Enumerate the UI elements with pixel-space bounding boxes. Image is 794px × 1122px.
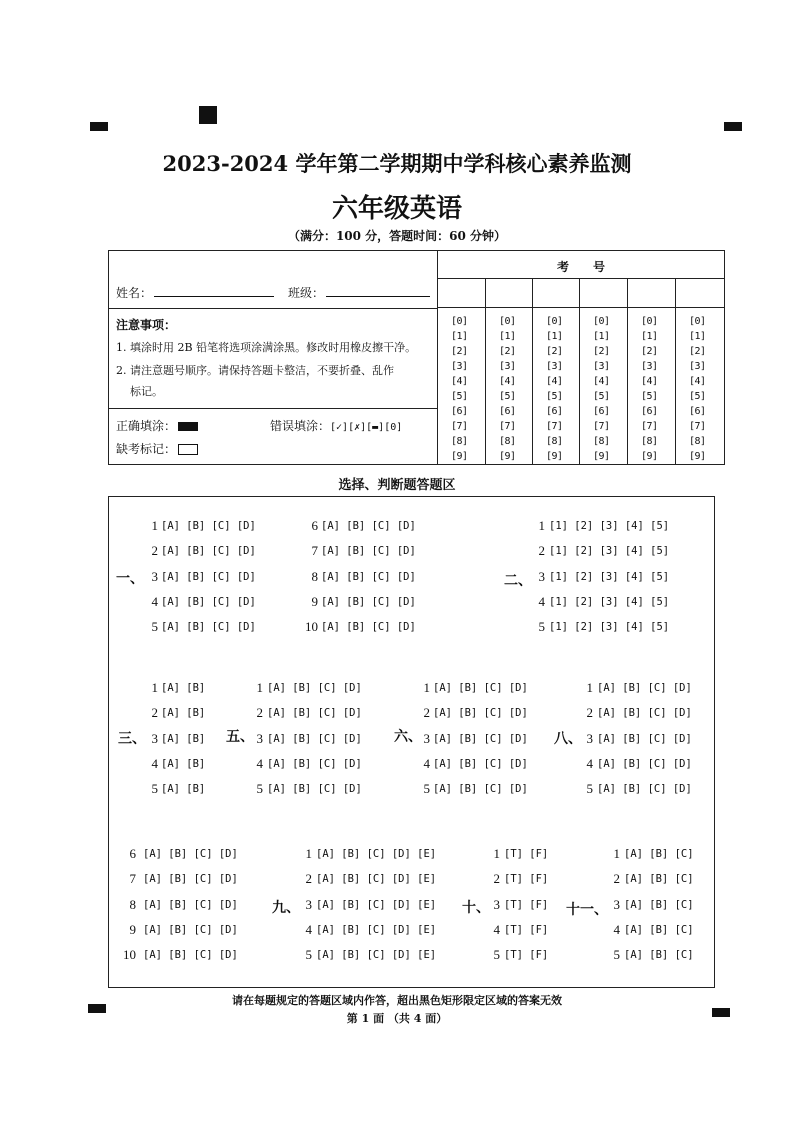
- question-number: 3: [586, 730, 593, 746]
- exam-digit-bubble[interactable]: [3]: [593, 361, 610, 372]
- question-number: 5: [493, 947, 500, 963]
- exam-digit-bubble[interactable]: [0]: [546, 316, 563, 327]
- answer-bubble-row[interactable]: [A] [B] [C] [D]: [433, 732, 528, 745]
- exam-digit-bubble[interactable]: [4]: [641, 376, 658, 387]
- exam-digit-bubble[interactable]: [8]: [641, 436, 658, 447]
- exam-digit-bubble[interactable]: [9]: [451, 451, 468, 462]
- answer-bubble-row[interactable]: [A] [B]: [161, 732, 206, 745]
- exam-digit-bubble[interactable]: [9]: [689, 451, 706, 462]
- exam-digit-bubble[interactable]: [3]: [689, 361, 706, 372]
- answer-bubble-row[interactable]: [A] [B] [C]: [624, 873, 694, 886]
- answer-bubble-row[interactable]: [A] [B] [C] [D]: [143, 949, 238, 962]
- exam-digit-bubble[interactable]: [3]: [499, 361, 516, 372]
- exam-digit-bubble[interactable]: [4]: [451, 376, 468, 387]
- answer-bubble-row[interactable]: [A] [B] [C] [D]: [321, 545, 416, 558]
- exam-meta: （满分：100 分，答题时间：60 分钟）: [287, 229, 507, 243]
- exam-digit-bubble[interactable]: [7]: [593, 421, 610, 432]
- section-label: 十一、: [566, 902, 608, 918]
- exam-digit-bubble[interactable]: [5]: [546, 391, 563, 402]
- exam-digit-bubble[interactable]: [2]: [593, 346, 610, 357]
- exam-digit-bubble[interactable]: [9]: [499, 451, 516, 462]
- answer-bubble-row[interactable]: [A] [B] [C] [D]: [267, 707, 362, 720]
- exam-no-column-divider: [532, 278, 533, 465]
- answer-bubble-row[interactable]: [A] [B] [C] [D]: [161, 520, 256, 532]
- answer-bubble-row[interactable]: [A] [B]: [161, 682, 206, 694]
- answer-bubble-row[interactable]: [A] [B] [C]: [624, 923, 694, 936]
- absent-mark-box[interactable]: [178, 444, 198, 455]
- question-number: 3: [423, 730, 430, 746]
- answer-bubble-row[interactable]: [T] [F]: [504, 848, 549, 860]
- exam-digit-bubble[interactable]: [0]: [641, 316, 658, 327]
- question-number: 7: [129, 871, 136, 887]
- answer-bubble-row[interactable]: [A] [B] [C] [D]: [433, 682, 528, 694]
- question-number: 4: [538, 593, 545, 609]
- exam-no-header-line: [437, 278, 725, 279]
- section-label: 六、: [394, 729, 422, 745]
- exam-digit-bubble[interactable]: [6]: [689, 406, 706, 417]
- wrong-fill-label: 错误填涂：: [270, 419, 331, 433]
- exam-digit-bubble[interactable]: [4]: [546, 376, 563, 387]
- answer-bubble-row[interactable]: [A] [B] [C] [D]: [161, 570, 256, 583]
- answer-bubble-row[interactable]: [1] [2] [3] [4] [5]: [549, 520, 670, 532]
- question-number: 1: [151, 680, 158, 695]
- registration-mark-left: [90, 122, 108, 131]
- answer-bubble-row[interactable]: [A] [B] [C] [D]: [267, 757, 362, 770]
- question-number: 2: [493, 871, 500, 887]
- section-label: 八、: [554, 731, 582, 747]
- class-label: 班级：: [288, 286, 325, 300]
- answer-bubble-row[interactable]: [A] [B] [C] [D]: [161, 595, 256, 608]
- answer-bubble-row[interactable]: [A] [B] [C] [D]: [597, 783, 692, 796]
- answer-bubble-row[interactable]: [T] [F]: [504, 923, 549, 936]
- exam-digit-bubble[interactable]: [1]: [689, 331, 706, 342]
- wrong-fill-samples: [✓][✗][▬][0]: [330, 422, 403, 433]
- question-number: 2: [613, 871, 620, 887]
- student-info-box: [108, 250, 725, 465]
- exam-digit-bubble[interactable]: [2]: [546, 346, 563, 357]
- exam-digit-bubble[interactable]: [6]: [546, 406, 563, 417]
- exam-digit-bubble[interactable]: [7]: [689, 421, 706, 432]
- question-number: 3: [305, 896, 312, 912]
- class-input-line[interactable]: [326, 296, 430, 297]
- question-number: 1: [305, 846, 312, 861]
- question-number: 5: [538, 619, 545, 635]
- question-number: 1: [151, 518, 158, 533]
- answer-bubble-row[interactable]: [A] [B] [C] [D] [E]: [316, 923, 437, 936]
- answer-bubble-row[interactable]: [A] [B] [C] [D]: [267, 732, 362, 745]
- info-hline-2: [108, 408, 437, 409]
- exam-digit-bubble[interactable]: [0]: [689, 316, 706, 327]
- exam-digit-bubble[interactable]: [0]: [499, 316, 516, 327]
- answer-bubble-row[interactable]: [A] [B] [C] [D]: [321, 621, 416, 634]
- exam-digit-bubble[interactable]: [4]: [593, 376, 610, 387]
- question-number: 4: [493, 921, 500, 937]
- exam-no-input-line: [437, 307, 725, 308]
- question-number: 5: [151, 781, 158, 797]
- wrong-fill-legend: [270, 417, 402, 434]
- absent-label: 缺考标记：: [116, 442, 177, 456]
- page-number: 第 1 面 （共 4 面）: [346, 1012, 448, 1025]
- question-number: 6: [311, 518, 318, 533]
- question-number: 5: [586, 781, 593, 797]
- answer-bubble-row[interactable]: [A] [B] [C] [D] [E]: [316, 949, 437, 962]
- question-number: 1: [613, 846, 620, 861]
- name-label: 姓名：: [116, 286, 153, 300]
- exam-digit-bubble[interactable]: [6]: [499, 406, 516, 417]
- info-hline-1: [108, 308, 437, 309]
- answer-bubble-row[interactable]: [A] [B] [C]: [624, 949, 694, 962]
- answer-bubble-row[interactable]: [A] [B] [C] [D]: [267, 682, 362, 694]
- answer-bubble-row[interactable]: [A] [B] [C] [D]: [433, 757, 528, 770]
- answer-bubble-row[interactable]: [1] [2] [3] [4] [5]: [549, 595, 670, 608]
- correct-fill-legend: [116, 417, 198, 434]
- filled-bubble-sample: [178, 422, 198, 431]
- answer-bubble-row[interactable]: [A] [B] [C]: [624, 848, 694, 860]
- notes-heading: 注意事项：: [116, 318, 177, 332]
- notes-item-2: 2. 请注意题号顺序。请保持答题卡整洁，不要折叠、乱作: [116, 364, 394, 377]
- exam-digit-bubble[interactable]: [4]: [689, 376, 706, 387]
- answer-bubble-row[interactable]: [A] [B] [C] [D]: [267, 783, 362, 796]
- answer-bubble-row[interactable]: [T] [F]: [504, 873, 549, 886]
- answer-bubble-row[interactable]: [A] [B] [C] [D] [E]: [316, 873, 437, 886]
- exam-digit-bubble[interactable]: [1]: [641, 331, 658, 342]
- question-number: 10: [123, 947, 136, 963]
- section-label: 九、: [272, 900, 300, 916]
- exam-digit-bubble[interactable]: [2]: [689, 346, 706, 357]
- answer-bubble-row[interactable]: [A] [B] [C] [D]: [597, 707, 692, 720]
- exam-digit-bubble[interactable]: [3]: [451, 361, 468, 372]
- question-number: 8: [129, 896, 136, 912]
- question-number: 3: [151, 568, 158, 584]
- exam-no-label: 考 号: [556, 260, 605, 274]
- exam-digit-bubble[interactable]: [8]: [593, 436, 610, 447]
- footer-note: 请在每题规定的答题区域内作答，超出黑色矩形限定区域的答案无效: [232, 994, 562, 1007]
- question-number: 9: [129, 921, 136, 937]
- answer-bubble-row[interactable]: [A] [B] [C] [D]: [143, 848, 238, 860]
- answer-bubble-row[interactable]: [A] [B]: [161, 757, 206, 770]
- question-number: 3: [256, 730, 263, 746]
- exam-digit-bubble[interactable]: [2]: [641, 346, 658, 357]
- answer-bubble-row[interactable]: [A] [B] [C] [D]: [597, 757, 692, 770]
- question-number: 8: [311, 568, 318, 584]
- exam-no-column-divider: [627, 278, 628, 465]
- exam-no-column-divider: [675, 278, 676, 465]
- exam-digit-bubble[interactable]: [9]: [546, 451, 563, 462]
- answer-bubble-row[interactable]: [A] [B] [C] [D] [E]: [316, 898, 437, 911]
- registration-mark-right: [724, 122, 742, 131]
- question-number: 4: [151, 755, 158, 771]
- question-number: 3: [538, 568, 545, 584]
- exam-digit-bubble[interactable]: [8]: [689, 436, 706, 447]
- answer-bubble-row[interactable]: [A] [B] [C] [D]: [433, 707, 528, 720]
- section-label: 一、: [116, 571, 144, 587]
- question-number: 1: [256, 680, 263, 695]
- question-number: 4: [256, 755, 263, 771]
- question-number: 5: [305, 947, 312, 963]
- exam-digit-bubble[interactable]: [6]: [451, 406, 468, 417]
- exam-digit-bubble[interactable]: [3]: [546, 361, 563, 372]
- answer-bubble-row[interactable]: [1] [2] [3] [4] [5]: [549, 545, 670, 558]
- question-number: 7: [311, 543, 318, 559]
- answer-bubble-row[interactable]: [A] [B] [C] [D]: [143, 923, 238, 936]
- question-number: 4: [613, 921, 620, 937]
- answer-bubble-row[interactable]: [A] [B] [C] [D]: [321, 570, 416, 583]
- answer-bubble-row[interactable]: [A] [B] [C] [D]: [143, 898, 238, 911]
- answer-bubble-row[interactable]: [1] [2] [3] [4] [5]: [549, 621, 670, 634]
- answer-bubble-row[interactable]: [A] [B] [C] [D]: [433, 783, 528, 796]
- answer-bubble-row[interactable]: [A] [B] [C] [D]: [161, 545, 256, 558]
- question-number: 2: [305, 871, 312, 887]
- question-number: 5: [423, 781, 430, 797]
- question-number: 10: [305, 619, 318, 635]
- question-number: 2: [151, 543, 158, 559]
- question-number: 1: [493, 846, 500, 861]
- exam-digit-bubble[interactable]: [4]: [499, 376, 516, 387]
- exam-digit-bubble[interactable]: [9]: [641, 451, 658, 462]
- question-number: 1: [538, 518, 545, 533]
- exam-digit-bubble[interactable]: [5]: [593, 391, 610, 402]
- exam-no-column-divider: [579, 278, 580, 465]
- exam-digit-bubble[interactable]: [1]: [593, 331, 610, 342]
- answer-bubble-row[interactable]: [A] [B] [C] [D]: [321, 595, 416, 608]
- answer-bubble-row[interactable]: [A] [B]: [161, 707, 206, 720]
- exam-digit-bubble[interactable]: [2]: [451, 346, 468, 357]
- question-number: 2: [256, 705, 263, 721]
- answer-bubble-row[interactable]: [A] [B] [C] [D]: [161, 621, 256, 634]
- answer-area-heading: 选择、判断题答题区: [338, 478, 456, 493]
- question-number: 3: [493, 896, 500, 912]
- exam-digit-bubble[interactable]: [6]: [593, 406, 610, 417]
- question-number: 2: [586, 705, 593, 721]
- exam-digit-bubble[interactable]: [5]: [499, 391, 516, 402]
- question-number: 1: [586, 680, 593, 695]
- registration-mark-top: [199, 106, 217, 124]
- absent-legend: [116, 440, 198, 457]
- section-label: 五、: [226, 729, 254, 745]
- notes-item-2-cont: 标记。: [130, 385, 163, 398]
- question-number: 2: [423, 705, 430, 721]
- answer-bubble-row[interactable]: [A] [B] [C] [D]: [143, 873, 238, 886]
- answer-bubble-row[interactable]: [A] [B] [C] [D] [E]: [316, 848, 437, 860]
- exam-digit-bubble[interactable]: [0]: [451, 316, 468, 327]
- answer-bubble-row[interactable]: [A] [B] [C] [D]: [597, 732, 692, 745]
- answer-bubble-row[interactable]: [A] [B] [C] [D]: [321, 520, 416, 532]
- question-number: 5: [151, 619, 158, 635]
- question-number: 9: [311, 593, 318, 609]
- correct-fill-label: 正确填涂：: [116, 419, 177, 433]
- exam-digit-bubble[interactable]: [6]: [641, 406, 658, 417]
- exam-digit-bubble[interactable]: [5]: [451, 391, 468, 402]
- exam-digit-bubble[interactable]: [0]: [593, 316, 610, 327]
- exam-digit-bubble[interactable]: [9]: [593, 451, 610, 462]
- question-number: 4: [586, 755, 593, 771]
- exam-digit-bubble[interactable]: [8]: [451, 436, 468, 447]
- exam-digit-bubble[interactable]: [5]: [641, 391, 658, 402]
- question-number: 3: [151, 730, 158, 746]
- answer-bubble-row[interactable]: [A] [B] [C] [D]: [597, 682, 692, 694]
- answer-bubble-row[interactable]: [A] [B]: [161, 783, 206, 796]
- exam-digit-bubble[interactable]: [7]: [499, 421, 516, 432]
- answer-bubble-row[interactable]: [1] [2] [3] [4] [5]: [549, 570, 670, 583]
- answer-bubble-row[interactable]: [T] [F]: [504, 898, 549, 911]
- exam-digit-bubble[interactable]: [8]: [546, 436, 563, 447]
- question-number: 2: [151, 705, 158, 721]
- notes-item-1: 1. 填涂时用 2B 铅笔将选项涂满涂黑。修改时用橡皮擦干净。: [116, 341, 417, 354]
- question-number: 2: [538, 543, 545, 559]
- exam-digit-bubble[interactable]: [3]: [641, 361, 658, 372]
- question-number: 4: [151, 593, 158, 609]
- exam-digit-bubble[interactable]: [2]: [499, 346, 516, 357]
- question-number: 5: [613, 947, 620, 963]
- exam-digit-bubble[interactable]: [8]: [499, 436, 516, 447]
- exam-digit-bubble[interactable]: [1]: [451, 331, 468, 342]
- section-label: 三、: [118, 731, 146, 747]
- exam-digit-bubble[interactable]: [7]: [451, 421, 468, 432]
- question-number: 3: [613, 896, 620, 912]
- exam-title: 2023-2024 学年第二学期期中学科核心素养监测: [162, 151, 632, 176]
- exam-digit-bubble[interactable]: [5]: [689, 391, 706, 402]
- question-number: 4: [423, 755, 430, 771]
- info-divider: [437, 250, 438, 465]
- exam-digit-bubble[interactable]: [1]: [546, 331, 563, 342]
- exam-no-column-divider: [485, 278, 486, 465]
- section-label: 十、: [462, 900, 490, 916]
- exam-digit-bubble[interactable]: [7]: [546, 421, 563, 432]
- question-number: 6: [129, 846, 136, 861]
- exam-digit-bubble[interactable]: [1]: [499, 331, 516, 342]
- subject-title: 六年级英语: [331, 194, 462, 224]
- exam-digit-bubble[interactable]: [7]: [641, 421, 658, 432]
- question-number: 5: [256, 781, 263, 797]
- answer-bubble-row[interactable]: [T] [F]: [504, 949, 549, 962]
- answer-bubble-row[interactable]: [A] [B] [C]: [624, 898, 694, 911]
- name-input-line[interactable]: [154, 296, 274, 297]
- section-label: 二、: [504, 573, 532, 589]
- question-number: 4: [305, 921, 312, 937]
- question-number: 1: [423, 680, 430, 695]
